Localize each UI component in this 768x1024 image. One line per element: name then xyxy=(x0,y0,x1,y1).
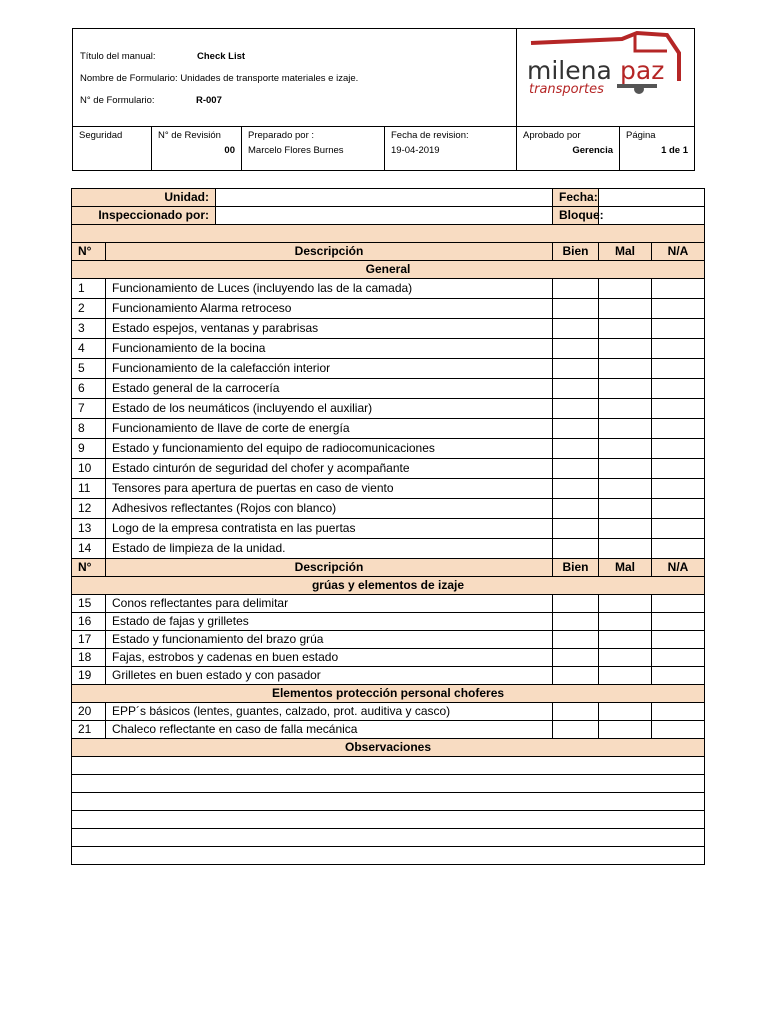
bien-checkbox[interactable] xyxy=(553,649,599,667)
observaciones-field[interactable] xyxy=(72,829,705,847)
bien-checkbox[interactable] xyxy=(553,299,599,319)
item-description: Estado general de la carrocería xyxy=(106,379,553,399)
item-description: Funcionamiento Alarma retroceso xyxy=(106,299,553,319)
pagina-cell xyxy=(620,127,694,171)
na-checkbox[interactable] xyxy=(652,703,705,721)
form-row-unidad xyxy=(72,189,705,207)
mal-checkbox[interactable] xyxy=(599,439,652,459)
observaciones-field[interactable] xyxy=(72,757,705,775)
col-desc: Descripción xyxy=(106,559,553,577)
item-description: Estado y funcionamiento del equipo de radiocomunicaciones xyxy=(106,439,553,459)
observaciones-field[interactable] xyxy=(72,775,705,793)
mal-checkbox[interactable] xyxy=(599,703,652,721)
col-mal: Mal xyxy=(599,243,652,261)
col-mal: Mal xyxy=(599,559,652,577)
item-description: Estado de los neumáticos (incluyendo el auxiliar) xyxy=(106,399,553,419)
na-checkbox[interactable] xyxy=(652,319,705,339)
bien-checkbox[interactable] xyxy=(553,667,599,685)
item-number: 9 xyxy=(72,439,106,459)
table-row xyxy=(72,649,705,667)
table-row xyxy=(72,379,705,399)
na-checkbox[interactable] xyxy=(652,379,705,399)
item-number: 16 xyxy=(72,613,106,631)
seguridad-label: Seguridad xyxy=(79,130,123,141)
form-row-inspeccionado xyxy=(72,207,705,225)
item-description: Estado espejos, ventanas y parabrisas xyxy=(106,319,553,339)
table-row xyxy=(72,539,705,559)
item-number: 7 xyxy=(72,399,106,419)
col-n: N° xyxy=(72,243,106,261)
mal-checkbox[interactable] xyxy=(599,649,652,667)
preparado-value: Marcelo Flores Burnes xyxy=(248,145,344,156)
item-description: Estado de fajas y grilletes xyxy=(106,613,553,631)
bien-checkbox[interactable] xyxy=(553,459,599,479)
mal-checkbox[interactable] xyxy=(599,667,652,685)
item-description: Grilletes en buen estado y con pasador xyxy=(106,667,553,685)
fecha-field[interactable] xyxy=(599,189,705,207)
spacer-row xyxy=(72,225,705,243)
table-row xyxy=(72,339,705,359)
aprobado-label: Aprobado por xyxy=(523,130,581,141)
column-header-row xyxy=(72,243,705,261)
table-row xyxy=(72,613,705,631)
table-row xyxy=(72,319,705,339)
item-number: 8 xyxy=(72,419,106,439)
na-checkbox[interactable] xyxy=(652,667,705,685)
bien-checkbox[interactable] xyxy=(553,539,599,559)
bien-checkbox[interactable] xyxy=(553,519,599,539)
observaciones-line xyxy=(72,847,705,865)
section-title: General xyxy=(72,261,705,279)
numero-label: N° de Formulario: xyxy=(80,95,155,106)
logo-text-milena: milena xyxy=(527,56,612,85)
table-row xyxy=(72,703,705,721)
bien-checkbox[interactable] xyxy=(553,721,599,739)
item-description: Logo de la empresa contratista en las puertas xyxy=(106,519,553,539)
section-row xyxy=(72,739,705,757)
item-number: 14 xyxy=(72,539,106,559)
na-checkbox[interactable] xyxy=(652,595,705,613)
mal-checkbox[interactable] xyxy=(599,459,652,479)
mal-checkbox[interactable] xyxy=(599,613,652,631)
table-row xyxy=(72,439,705,459)
mal-checkbox[interactable] xyxy=(599,339,652,359)
logo-text-transportes: transportes xyxy=(529,82,604,97)
item-number: 15 xyxy=(72,595,106,613)
bien-checkbox[interactable] xyxy=(553,339,599,359)
na-checkbox[interactable] xyxy=(652,399,705,419)
mal-checkbox[interactable] xyxy=(599,319,652,339)
inspeccionado-label: Inspeccionado por: xyxy=(72,207,216,225)
preparado-label: Preparado por : xyxy=(248,130,315,141)
bien-checkbox[interactable] xyxy=(553,439,599,459)
col-bien: Bien xyxy=(553,243,599,261)
titulo-value: Check List xyxy=(197,51,246,62)
na-checkbox[interactable] xyxy=(652,339,705,359)
item-number: 6 xyxy=(72,379,106,399)
bien-checkbox[interactable] xyxy=(553,319,599,339)
bien-checkbox[interactable] xyxy=(553,419,599,439)
table-row xyxy=(72,595,705,613)
table-row xyxy=(72,667,705,685)
unidad-label: Unidad: xyxy=(72,189,216,207)
numero-value: R-007 xyxy=(196,95,222,106)
na-checkbox[interactable] xyxy=(652,539,705,559)
section-row xyxy=(72,577,705,595)
bloque-field[interactable] xyxy=(599,207,705,225)
bien-checkbox[interactable] xyxy=(553,613,599,631)
table-row xyxy=(72,459,705,479)
item-number: 13 xyxy=(72,519,106,539)
mal-checkbox[interactable] xyxy=(599,359,652,379)
company-logo xyxy=(517,29,694,126)
item-number: 1 xyxy=(72,279,106,299)
item-number: 19 xyxy=(72,667,106,685)
nombre-row xyxy=(80,73,358,84)
item-number: 2 xyxy=(72,299,106,319)
item-number: 5 xyxy=(72,359,106,379)
section-row xyxy=(72,261,705,279)
nombre-label: Nombre de Formulario: xyxy=(80,73,178,84)
item-number: 21 xyxy=(72,721,106,739)
na-checkbox[interactable] xyxy=(652,419,705,439)
observaciones-field[interactable] xyxy=(72,811,705,829)
item-description: Funcionamiento de Luces (incluyendo las de la camada) xyxy=(106,279,553,299)
bien-checkbox[interactable] xyxy=(553,379,599,399)
table-row xyxy=(72,721,705,739)
mal-checkbox[interactable] xyxy=(599,399,652,419)
observaciones-line xyxy=(72,829,705,847)
bloque-label: Bloque: xyxy=(553,207,599,225)
item-description: Estado y funcionamiento del brazo grúa xyxy=(106,631,553,649)
mal-checkbox[interactable] xyxy=(599,299,652,319)
na-checkbox[interactable] xyxy=(652,299,705,319)
table-row xyxy=(72,519,705,539)
mal-checkbox[interactable] xyxy=(599,721,652,739)
item-description: EPP´s básicos (lentes, guantes, calzado, prot. auditiva y casco) xyxy=(106,703,553,721)
header-meta xyxy=(73,126,694,170)
na-checkbox[interactable] xyxy=(652,649,705,667)
item-number: 17 xyxy=(72,631,106,649)
bien-checkbox[interactable] xyxy=(553,479,599,499)
na-checkbox[interactable] xyxy=(652,519,705,539)
table-row xyxy=(72,479,705,499)
fecha-rev-value: 19-04-2019 xyxy=(391,145,440,156)
table-row xyxy=(72,631,705,649)
item-description: Estado cinturón de seguridad del chofer y acompañante xyxy=(106,459,553,479)
item-description: Fajas, estrobos y cadenas en buen estado xyxy=(106,649,553,667)
observaciones-field[interactable] xyxy=(72,793,705,811)
na-checkbox[interactable] xyxy=(652,631,705,649)
bien-checkbox[interactable] xyxy=(553,595,599,613)
observaciones-field[interactable] xyxy=(72,847,705,865)
mal-checkbox[interactable] xyxy=(599,279,652,299)
item-number: 4 xyxy=(72,339,106,359)
mal-checkbox[interactable] xyxy=(599,595,652,613)
mal-checkbox[interactable] xyxy=(599,479,652,499)
item-number: 18 xyxy=(72,649,106,667)
checklist-table xyxy=(71,188,705,865)
titulo-label: Título del manual: xyxy=(80,51,156,62)
table-row xyxy=(72,279,705,299)
observaciones-line xyxy=(72,775,705,793)
item-description: Conos reflectantes para delimitar xyxy=(106,595,553,613)
table-row xyxy=(72,499,705,519)
mal-checkbox[interactable] xyxy=(599,631,652,649)
col-bien: Bien xyxy=(553,559,599,577)
unidad-field[interactable] xyxy=(216,189,553,207)
bien-checkbox[interactable] xyxy=(553,399,599,419)
revision-value: 00 xyxy=(224,145,235,156)
item-number: 10 xyxy=(72,459,106,479)
item-description: Adhesivos reflectantes (Rojos con blanco) xyxy=(106,499,553,519)
section-title: Elementos protección personal choferes xyxy=(72,685,705,703)
section-title: grúas y elementos de izaje xyxy=(72,577,705,595)
revision-cell xyxy=(152,127,242,171)
col-na: N/A xyxy=(652,243,705,261)
mal-checkbox[interactable] xyxy=(599,539,652,559)
seguridad-cell xyxy=(73,127,152,171)
table-row xyxy=(72,399,705,419)
col-na: N/A xyxy=(652,559,705,577)
numero-row xyxy=(80,95,222,106)
observaciones-line xyxy=(72,757,705,775)
inspeccionado-field[interactable] xyxy=(216,207,553,225)
table-row xyxy=(72,359,705,379)
pagina-label: Página xyxy=(626,130,656,141)
fecha-rev-cell xyxy=(385,127,517,171)
na-checkbox[interactable] xyxy=(652,439,705,459)
nombre-value: Unidades de transporte materiales e izaje. xyxy=(180,73,359,84)
fecha-rev-label: Fecha de revision: xyxy=(391,130,469,141)
header-info xyxy=(73,29,517,126)
item-description: Chaleco reflectante en caso de falla mecánica xyxy=(106,721,553,739)
aprobado-cell xyxy=(517,127,620,171)
item-number: 3 xyxy=(72,319,106,339)
titulo-row xyxy=(80,51,246,62)
na-checkbox[interactable] xyxy=(652,721,705,739)
revision-label: N° de Revisión xyxy=(158,130,221,141)
na-checkbox[interactable] xyxy=(652,459,705,479)
na-checkbox[interactable] xyxy=(652,279,705,299)
document-header xyxy=(72,28,695,171)
item-description: Funcionamiento de llave de corte de energía xyxy=(106,419,553,439)
aprobado-value: Gerencia xyxy=(572,145,613,156)
section-title: Observaciones xyxy=(72,739,705,757)
bien-checkbox[interactable] xyxy=(553,279,599,299)
bien-checkbox[interactable] xyxy=(553,703,599,721)
item-description: Tensores para apertura de puertas en caso de viento xyxy=(106,479,553,499)
preparado-cell xyxy=(242,127,385,171)
column-header-row xyxy=(72,559,705,577)
mal-checkbox[interactable] xyxy=(599,519,652,539)
mal-checkbox[interactable] xyxy=(599,499,652,519)
item-number: 11 xyxy=(72,479,106,499)
observaciones-line xyxy=(72,811,705,829)
observaciones-line xyxy=(72,793,705,811)
na-checkbox[interactable] xyxy=(652,499,705,519)
pagina-value: 1 de 1 xyxy=(661,145,688,156)
na-checkbox[interactable] xyxy=(652,479,705,499)
item-description: Funcionamiento de la calefacción interior xyxy=(106,359,553,379)
col-n: N° xyxy=(72,559,106,577)
mal-checkbox[interactable] xyxy=(599,379,652,399)
section-row xyxy=(72,685,705,703)
na-checkbox[interactable] xyxy=(652,613,705,631)
truck-logo-icon xyxy=(517,29,694,126)
table-row xyxy=(72,419,705,439)
item-description: Estado de limpieza de la unidad. xyxy=(106,539,553,559)
table-row xyxy=(72,299,705,319)
bien-checkbox[interactable] xyxy=(553,499,599,519)
bien-checkbox[interactable] xyxy=(553,631,599,649)
col-desc: Descripción xyxy=(106,243,553,261)
item-number: 12 xyxy=(72,499,106,519)
logo-text-paz: paz xyxy=(620,56,665,85)
spacer-cell xyxy=(72,225,705,243)
fecha-label: Fecha: xyxy=(553,189,599,207)
bien-checkbox[interactable] xyxy=(553,359,599,379)
na-checkbox[interactable] xyxy=(652,359,705,379)
mal-checkbox[interactable] xyxy=(599,419,652,439)
item-number: 20 xyxy=(72,703,106,721)
item-description: Funcionamiento de la bocina xyxy=(106,339,553,359)
